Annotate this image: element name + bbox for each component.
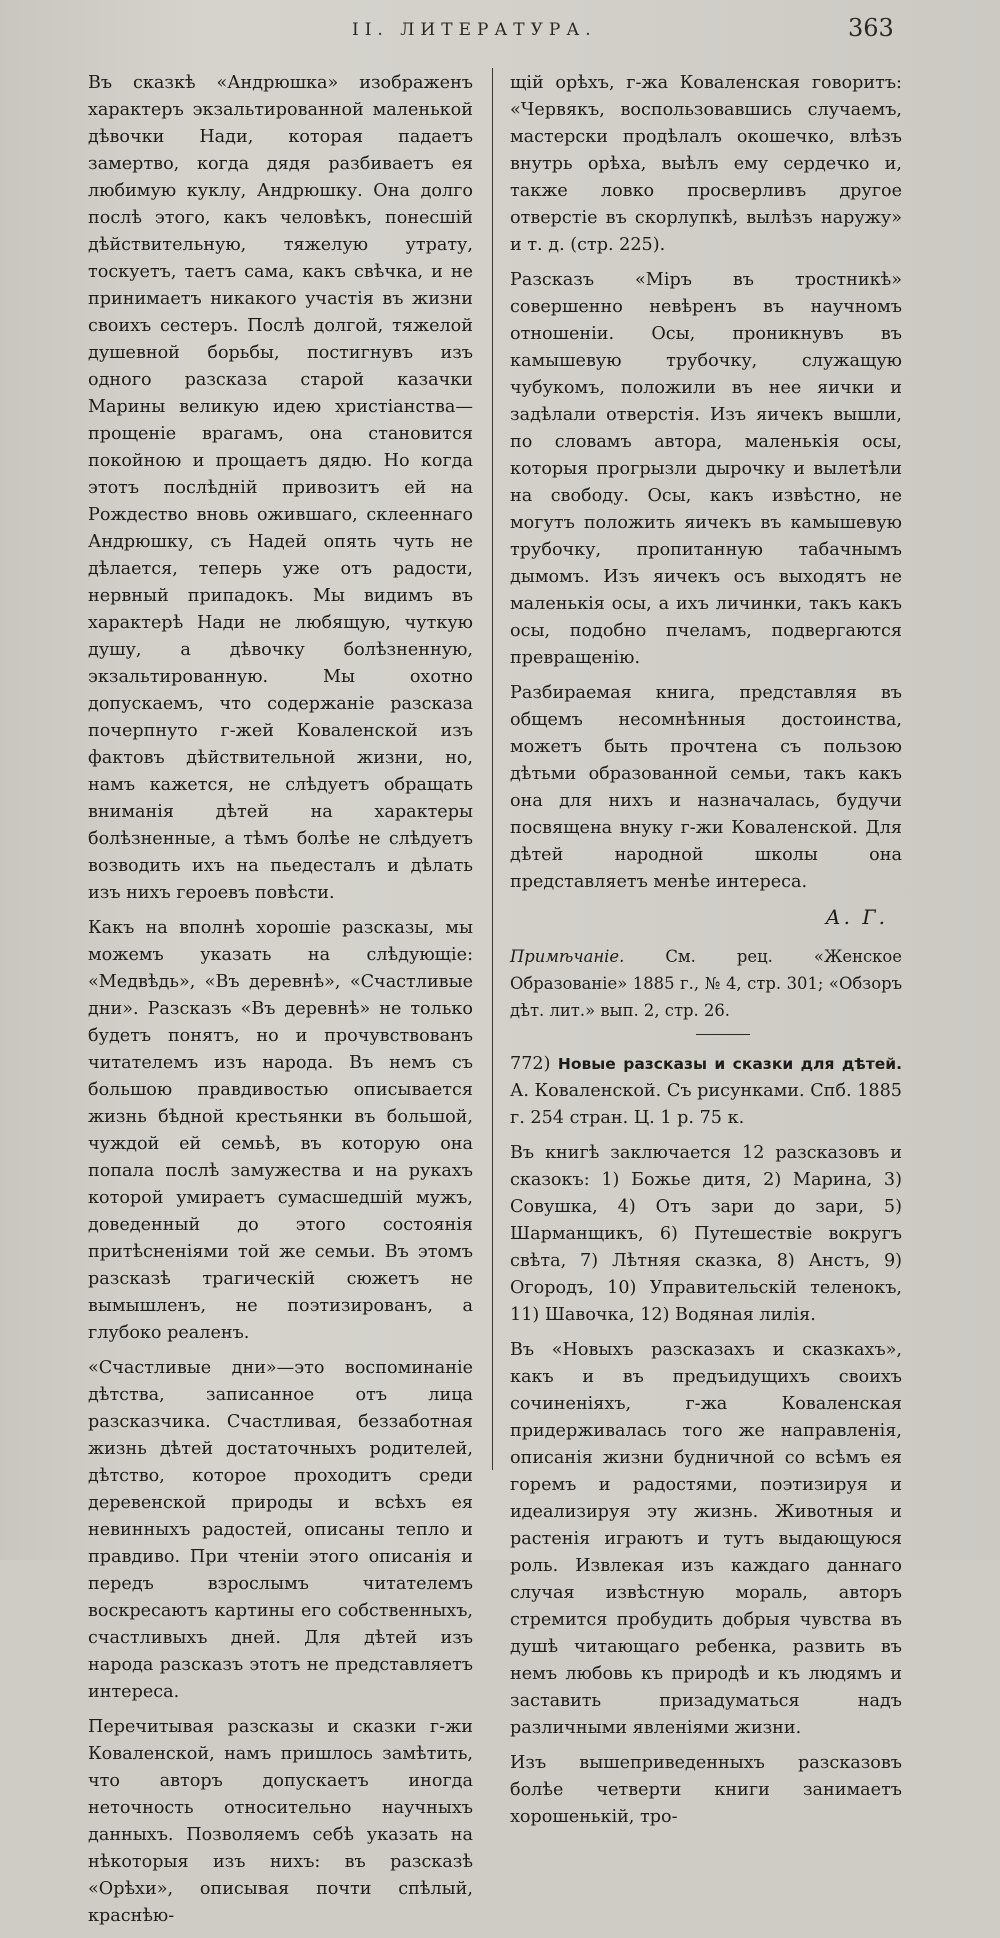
- paragraph-conclusion: Разбираемая книга, представляя въ общемъ несомнѣнныя достоинства, можетъ быть прочтена съ пользою дѣтьми образованной семьи, такъ какъ она для нихъ и назначалась, будучи посвящена внуку г-жи Коваленской. Для дѣтей народной школы она представляетъ менѣе интереса.: [510, 683, 902, 892]
- page-header: [0, 14, 1000, 54]
- entry-details: А. Коваленской. Съ рисунками. Спб. 1885 г. 254 стран. Ц. 1 р. 75 к.: [510, 1081, 902, 1128]
- left-column: [88, 70, 473, 1938]
- paragraph-inaccuracies: Перечитывая разсказы и сказки г-жи Коваленской, намъ пришлось замѣтить, что авторъ допускаетъ иногда неточность относительно научныхъ данныхъ. Позволяемъ себѣ указать на нѣкоторыя изъ нихъ: въ разсказѣ «Орѣхи», описывая почти спѣлый, краснѣю-: [88, 1717, 473, 1926]
- paragraph-good-stories: Какъ на вполнѣ хорошіе разсказы, мы можемъ указать на слѣдующіе: «Медвѣдь», «Въ деревнѣ», «Счастливые дни». Разсказъ «Въ деревнѣ» не только будетъ понятъ, но и прочувствованъ читателемъ изъ народа. Въ немъ съ большою правдивостью описывается жизнь бѣдной крестьянки въ большой, чуждой ей семьѣ, въ которую она попала послѣ замужества и на рукахъ которой умираетъ сумасшедшій мужъ, доведенный до этого состоянія притѣсненіями той же семьи. Въ этомъ разсказѣ трагическій сюжетъ не вымышленъ, не поэтизированъ, а глубоко реаленъ.: [88, 918, 473, 1343]
- reviewer-signature: А. Г.: [825, 905, 888, 929]
- note-label: Примѣчаніе.: [510, 947, 625, 966]
- entry-number: 772): [510, 1054, 551, 1074]
- paragraph-nut-quote: щій орѣхъ, г-жа Коваленская говоритъ: «Червякъ, воспользовавшись случаемъ, мастерски продѣлалъ окошечко, влѣзъ внутрь орѣха, выѣлъ ему сердечко и, также ловко просверливъ другое отверстіе въ скорлупкѣ, вылѣзъ наружу» и т. д. (стр. 225).: [510, 73, 902, 255]
- column-divider: [492, 68, 493, 1470]
- paragraph-happy-days: «Счастливые дни»—это воспоминаніе дѣтства, записанное отъ лица разсказчика. Счастливая, беззаботная жизнь дѣтей достаточныхъ родителей, дѣтство, которое проходитъ среди деревенской природы и всѣхъ ея невинныхъ радостей, описаны тепло и правдиво. При чтеніи этого описанія и передъ взрослымъ читателемъ воскресаютъ картины его собственныхъ, счастливыхъ дней. Для дѣтей изъ народа разсказъ этотъ не представляетъ интереса.: [88, 1358, 473, 1702]
- right-column: [510, 70, 902, 1839]
- paragraph-contents: Въ книгѣ заключается 12 разсказовъ и сказокъ: 1) Божье дитя, 2) Марина, 3) Совушка, 4) Отъ зари до зари, 5) Шарманщикъ, 6) Путешествіе вокругъ свѣта, 7) Лѣтняя сказка, 8) Анстъ, 9) Огородъ, 10) Управительскій теленокъ, 11) Шавочка, 12) Водяная лилія.: [510, 1143, 902, 1325]
- entry-title: Новые разсказы и сказки для дѣтей.: [550, 1055, 902, 1073]
- running-head: II. ЛИТЕРАТУРА.: [352, 20, 597, 40]
- paragraph-last: Изъ вышеприведенныхъ разсказовъ болѣе четверти книги занимаетъ хорошенькій, тро-: [510, 1753, 902, 1827]
- note-text: См. рец. «Женское Образованіе» 1885 г., № 4, стр. 301; «Обзоръ дѣт. лит.» вып. 2, стр. 26.: [510, 947, 902, 1020]
- review-note: [510, 943, 902, 1024]
- section-rule: [696, 1034, 750, 1035]
- paragraph-new-stories: Въ «Новыхъ разсказахъ и сказкахъ», какъ и въ предъидущихъ своихъ сочиненіяхъ, г-жа Коваленская придерживалась того же направленія, описанія жизни будничной со всѣмъ ея горемъ и радостями, поэтизируя и идеализируя эту жизнь. Животныя и растенія играютъ и тутъ выдающуюся роль. Извлекая изъ каждаго даннаго случая извѣстную мораль, авторъ стремится пробудить добрыя чувства въ душѣ читающаго ребенка, развить въ немъ любовь къ природѣ и къ людямъ и заставить призадуматься надъ различными явленіями жизни.: [510, 1340, 902, 1738]
- bibliographic-entry: [510, 1051, 902, 1132]
- page-number: 363: [848, 14, 894, 42]
- paragraph-andryushka: Въ сказкѣ «Андрюшка» изображенъ характеръ экзальтированной маленькой дѣвочки Нади, которая падаетъ замертво, когда дядя разбиваетъ ея любимую куклу, Андрюшку. Она долго послѣ этого, какъ человѣкъ, понесшій дѣйствительную, тяжелую утрату, тоскуетъ, таетъ сама, какъ свѣчка, и не принимаетъ никакого участія въ жизни своихъ сестеръ. Послѣ долгой, тяжелой душевной борьбы, постигнувъ изъ одного разсказа старой казачки Марины великую идею христіанства—прощеніе врагамъ, она становится покойною и прощаетъ дядю. Но когда этотъ послѣдній привозитъ ей на Рождество вновь ожившаго, склееннаго Андрюшку, съ Надей опять чуть не дѣлается, теперь уже отъ радости, нервный припадокъ. Мы видимъ въ характерѣ Нади не любящую, чуткую душу, а дѣвочку болѣзненную, экзальтированную. Мы охотно допускаемъ, что содержаніе разсказа почерпнуто г-жей Коваленской изъ фактовъ дѣйствительной жизни, но, намъ кажется, не слѣдуетъ обращать вниманія дѣтей на характеры болѣзненные, а тѣмъ болѣе не слѣдуетъ возводить ихъ на пьедесталъ и дѣлать изъ нихъ героевъ повѣсти.: [88, 73, 473, 903]
- paragraph-reed-world: Разсказъ «Міръ въ тростникѣ» совершенно невѣренъ въ научномъ отношеніи. Осы, проникнувъ въ камышевую трубочку, служащую чубукомъ, положили въ нее яички и задѣлали отверстія. Изъ яичекъ вышли, по словамъ автора, маленькія осы, которыя прогрызли дырочку и вылетѣли на свободу. Осы, какъ извѣстно, не могутъ положить яичекъ въ камышевую трубочку, пропитанную табачнымъ дымомъ. Изъ яичекъ осъ выходятъ не маленькія осы, а ихъ личинки, такъ какъ осы, подобно пчеламъ, подвергаются превращенію.: [510, 270, 902, 668]
